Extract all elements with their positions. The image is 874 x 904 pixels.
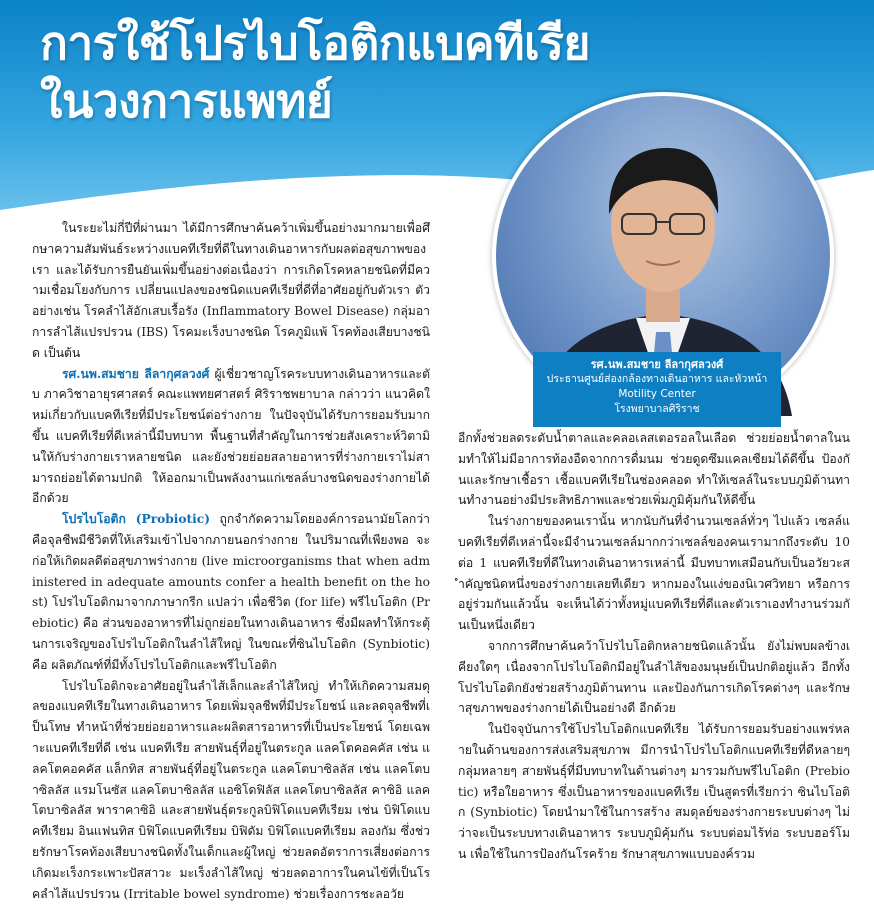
- caption-name: รศ.นพ.สมชาย ลีลากุศลวงศ์: [590, 358, 724, 371]
- probiotic-term: โปรไบโอติก (Probiotic): [62, 512, 210, 527]
- article-left-column: [32, 218, 430, 901]
- article-right-column: [458, 428, 850, 861]
- expert-name: รศ.นพ.สมชาย ลีลากุศลวงศ์: [62, 366, 210, 381]
- paragraph: อีกทั้งช่วยลดระดับน้ำตาลและคลอเลสเตอรอลในเลือด ช่วยย่อยน้ำตาลในนมทำให้ไม่มีอาการท้องอืดจากการดื่มนม ช่วยดูดซึมแคลเซียมได้ดีขึ้น ป้องกันและรักษาเชื้อรา เชื้อแบคทีเรียในช่องคลอด ทำให้เซลล์ในระบบภูมิต้านทานทำงานอย่างมีประสิทธิภาพและช่วยเพิ่มภูมิคุ้มกันให้ดีขึ้น: [458, 431, 850, 508]
- photo-caption: [533, 352, 781, 427]
- caption-position: ประธานศูนย์ส่องกล้องทางเดินอาหาร และหัวหน้า Motility Center: [546, 373, 768, 400]
- title-line-2: ในวงการแพทย์: [40, 74, 333, 128]
- paragraph: ในระยะไม่กี่ปีที่ผ่านมา ได้มีการศึกษาค้นคว้าเพิ่มขึ้นอย่างมากมายเพื่อศึกษาความสัมพันธ์ระหว่างแบคทีเรียที่ดีในทางเดินอาหารกับผลต่อสุขภาพของเรา และได้รับการยืนยันเพิ่มขึ้นอย่างต่อเนื่องว่า การเกิดโรคหลายชนิดที่มีความเชื่อมโยงกับการ เปลี่ยนแปลงของชนิดแบคทีเรียที่ดีที่อาศัยอยู่กับตัวเรา ตัวอย่างเช่น โรคลำไส้อักเสบเรื้อรัง (Inflammatory Bowel Disease) กลุ่มอาการลำไส้แปรปรวน (IBS) โรคมะเร็งบางชนิด โรคภูมิแพ้ โรคท้องเสียบางชนิด เป็นต้น: [32, 221, 430, 360]
- paragraph: โปรไบโอติกจะอาศัยอยู่ในลำไส้เล็กและลำไส้ใหญ่ ทำให้เกิดความสมดุลของแบคทีเรียในทางเดินอาหาร โดยเพิ่มจุลชีพที่มีประโยชน์ และลดจุลชีพที่เป็นโทษ ทำหน้าที่ช่วยย่อยอาหารและผลิตสารอาหารที่เป็นประโยชน์ โดยเฉพาะแบคทีเรียที่ดี เช่น แบคทีเรีย สายพันธุ์ที่อยู่ในตระกูล แลคโตคอคคัส เช่น แลคโตคอคคัส แล็กทิส สายพันธุ์ที่อยู่ในตระกูล แลคโตบาซิลลัส เช่น แลคโตบาซิลลัส แรมโนซัส แลคโตบาซิลลัส แอซิโดฟิลัส แลคโตบาซิลลัส คาซิอิ แลคโตบาซิลลัส พาราคาซิอิ และสายพันธุ์ตระกูลบิฟิโดแบคทีเรียม เช่น บิฟิโดแบคทีเรียม อินแฟนทิส บิฟิโดแบคทีเรียม บิฟิดัม บิฟิโดแบคทีเรียม ลองกัม ซึ่งช่วยรักษาโรคท้องเสียบางชนิดทั้งในเด็กและผู้ใหญ่ ช่วยลดอัตราการเสี่ยงต่อการเกิดมะเร็งกระเพาะปัสสาวะ มะเร็งลำไส้ใหญ่ ช่วยลดอาการในคนไข้ที่เป็นโรคลำไส้แปรปรวน (Irritable bowel syndrome) ช่วยเรื่องการชะลอวัย: [32, 678, 430, 901]
- paragraph: [32, 364, 430, 510]
- paragraph: ในร่างกายของคนเรานั้น หากนับกันที่จำนวนเซลล์ทั่วๆ ไปแล้ว เซลล์แบคทีเรียที่ดีเหล่านี้จะมีจำนวนเซลล์มากกว่าเซลล์ของคนเรามากถึงระดับ 10 ต่อ 1 แบคทีเรียที่ดีในทางเดินอาหารเหล่านี้ มีบทบาทเสมือนกับเป็นอวัยวะสำคัญชนิดหนึ่งของร่างกายเลยทีเดียว หากมองในแง่ของนิเวศวิทยา หรือการอยู่ร่วมกันแล้วนั้น จะเห็นได้ว่าทั้งหมู่แบคทีเรียที่ดีและตัวเราเองทำงานร่วมกันเป็นหนึ่งเดียว: [458, 514, 850, 633]
- paragraph-body: ถูกจำกัดความโดยองค์การอนามัยโลกว่า คือจุลชีพมีชีวิตที่ให้เสริมเข้าไปจากภายนอกร่างกาย ในปริมาณที่เพียงพอ จะก่อให้เกิดผลดีต่อสุขภาพร่างกาย (live microorganisms that when administered in adequate amounts confer a health benefit on the host) โปรไบโอติกมาจากภาษากรีก แปลว่า เพื่อชีวิต (for life) พรีไบโอติก (Prebiotic) คือ ส่วนของอาหารที่ไม่ถูกย่อยในทางเดินอาหาร ซึ่งมีผลทำให้กระตุ้นการเจริญของโปรไบโอติกในลำไส้ใหญ่ ในขณะที่ซินไบโอติก (Synbiotic) คือ ผลิตภัณฑ์ที่มีทั้งโปรไบโอติกและพรีไบโอติก: [32, 512, 430, 672]
- paragraph: [32, 509, 430, 675]
- paragraph: จากการศึกษาค้นคว้าโปรไบโอติกหลายชนิดแล้วนั้น ยังไม่พบผลข้างเคียงใดๆ เนื่องจากโปรไบโอติกมีอยู่ในลำไส้ของมนุษย์เป็นปกติอยู่แล้ว อีกทั้งโปรไบโอติกยังช่วยสร้างภูมิต้านทาน และป้องกันการเกิดโรคต่างๆ และรักษาสุขภาพของร่างกายได้เป็นอย่างดี อีกด้วย: [458, 638, 850, 716]
- caption-org: โรงพยาบาลศิริราช: [614, 403, 700, 415]
- paragraph-body: ผู้เชี่ยวชาญโรคระบบทางเดินอาหารและตับ ภาควิชาอายุรศาสตร์ คณะแพทยศาสตร์ ศิริราชพยาบาล กล่าวว่า แนวคิดใหม่เกี่ยวกับแบคทีเรียที่มีประโยชน์ต่อร่างกาย ในปัจจุบันได้รับการยอมรับมากขึ้น แบคทีเรียที่ดีเหล่านี้มีบทบาท พื้นฐานที่สำคัญในการช่วยสังเคราะห์วิตามินให้กับร่างกายเราหลายชนิด และยังช่วยย่อยสลายอาหารที่ร่างกายเราไม่สามารถย่อยได้ตามปกติ ให้ออกมาเป็นพลังงานแก่เซลล์บางชนิดของร่างกายได้อีกด้วย: [32, 366, 430, 506]
- paragraph: ในปัจจุบันการใช้โปรไบโอติกแบคทีเรีย ได้รับการยอมรับอย่างแพร่หลายในด้านของการส่งเสริมสุขภาพ มีการนำโปรไบโอติกแบคทีเรียที่ดีหลายๆ กลุ่มหลายๆ สายพันธุ์ที่มีบทบาทในด้านต่างๆ มารวมกับพรีไบโอติก (Prebiotic) หรือใยอาหาร ซึ่งเป็นอาหารของแบคทีเรีย เป็นสูตรที่เรียกว่า ซินไบโอติก (Synbiotic) โดยนำมาใช้ในการสร้าง สมดุลย์ของร่างกายระบบต่างๆ ไม่ว่าจะเป็นระบบทางเดินอาหาร ระบบภูมิคุ้มกัน ระบบต่อมไร้ท่อ ระบบฮอร์โมน เพื่อใช้ในการป้องกันโรคร้าย รักษาสุขภาพแบบองค์รวม: [458, 722, 850, 861]
- title-line-1: การใช้โปรไบโอติกแบคทีเรีย: [40, 16, 590, 70]
